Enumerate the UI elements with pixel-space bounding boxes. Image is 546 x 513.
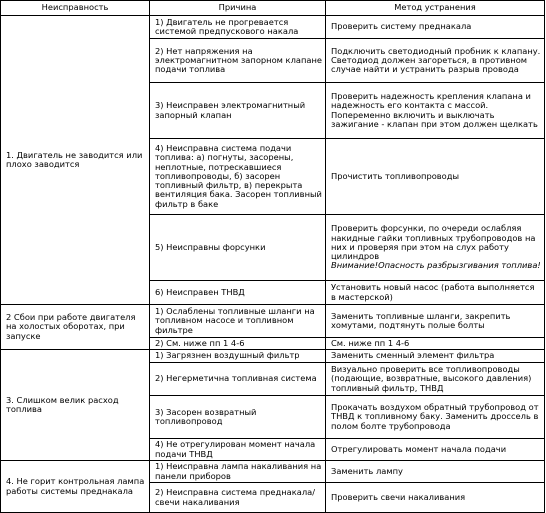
remedy-cell <box>326 215 545 281</box>
cause-cell: 3) Неисправен электромагнитный запорный клапан <box>150 83 326 139</box>
cause-cell: 4) Неисправна система подачи топлива: а) погнуты, засорены, неплотные, потрескавшиеся топливопроводы, б) засорен топливный фильтр, в) перекрыта вентиляция бака. Засорен топливный фильтр в баке <box>150 139 326 215</box>
cause-cell: 2) Негерметична топливная система <box>150 363 326 396</box>
table-row <box>1 305 545 338</box>
remedy-cell: Отрегулировать момент начала подачи <box>326 439 545 461</box>
cause-cell: 4) Не отрегулирован момент начала подачи ТНВД <box>150 439 326 461</box>
remedy-cell: Заменить лампу <box>326 461 545 483</box>
fault-cell: 3. Слишком велик расход топлива <box>1 350 150 461</box>
header-fault: Неисправность <box>1 1 150 16</box>
remedy-cell: См. ниже пп 1 4-6 <box>326 338 545 350</box>
cause-cell: 1) Загрязнен воздушный фильтр <box>150 350 326 363</box>
remedy-text: Проверить форсунки, по очереди ослабляя накидные гайки топливных трубопроводов на них и проверяя при этом на слух работу цилиндров <box>331 223 536 262</box>
cause-cell: 2) См. ниже пп 1 4-6 <box>150 338 326 350</box>
remedy-cell: Прочистить топливопроводы <box>326 139 545 215</box>
remedy-cell: Установить новый насос (работа выполняется в мастерской) <box>326 281 545 305</box>
table-header-row <box>1 1 545 16</box>
remedy-cell: Проверить надежность крепления клапана и надежность его контакта с массой. Попеременно включить и выключать зажигание - клапан при этом должен щелкать <box>326 83 545 139</box>
fault-cell: 1. Двигатель не заводится или плохо заводится <box>1 16 150 305</box>
remedy-cell: Проверить свечи накаливания <box>326 483 545 513</box>
table-row <box>1 16 545 39</box>
fault-cell: 2 Сбои при работе двигателя на холостых оборотах, при запуске <box>1 305 150 350</box>
cause-cell: 5) Неисправны форсунки <box>150 215 326 281</box>
remedy-cell: Прокачать воздухом обратный трубопровод от ТНВД к топливному баку. Заменить дроссель в полом болте трубопровода <box>326 396 545 439</box>
table-row <box>1 461 545 483</box>
warning-text: Внимание!Опасность разбрызгивания топлива! <box>331 260 541 271</box>
cause-cell: 1) Неисправна лампа накаливания на панели приборов <box>150 461 326 483</box>
fault-cell: 4. Не горит контрольная лампа работы системы преднакала <box>1 461 150 513</box>
table-row <box>1 350 545 363</box>
remedy-cell: Проверить систему преднакала <box>326 16 545 39</box>
cause-cell: 1) Двигатель не прогревается системой предпускового накала <box>150 16 326 39</box>
cause-cell: 6) Неисправен ТНВД <box>150 281 326 305</box>
cause-cell: 3) Засорен возвратный топливопровод <box>150 396 326 439</box>
header-remedy: Метод устранения <box>326 1 545 16</box>
remedy-cell: Заменить сменный элемент фильтра <box>326 350 545 363</box>
remedy-cell: Визуально проверить все топливопроводы (подающие, возвратные, высокого давления) топливный фильтр, ТНВД <box>326 363 545 396</box>
cause-cell: 2) Нет напряжения на электромагнитном запорном клапане подачи топлива <box>150 39 326 83</box>
header-cause: Причина <box>150 1 326 16</box>
remedy-cell: Подключить светодиодный пробник к клапану. Светодиод должен загореться, в противном случае найти и устранить разрыв провода <box>326 39 545 83</box>
cause-cell: 2) Неисправна система преднакала/свечи накаливания <box>150 483 326 513</box>
remedy-cell: Заменить топливные шланги, закрепить хомутами, подтянуть полые болты <box>326 305 545 338</box>
cause-cell: 1) Ослаблены топливные шланги на топливном насосе и топливном фильтре <box>150 305 326 338</box>
